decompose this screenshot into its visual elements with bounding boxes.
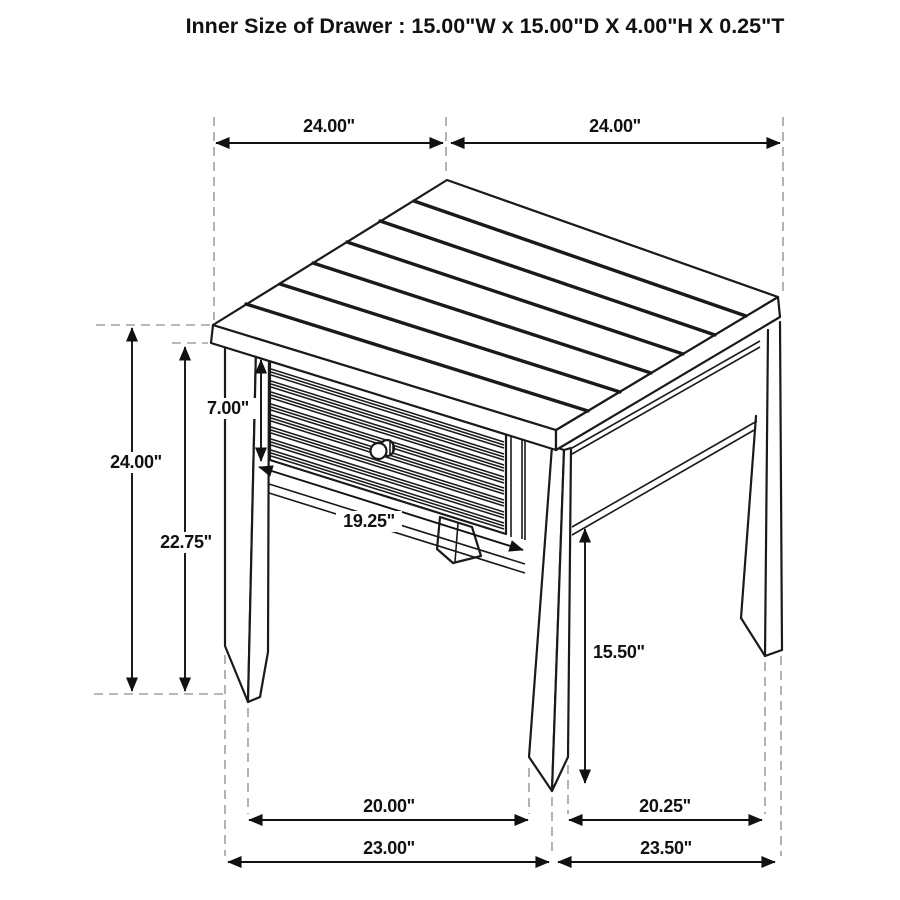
label-front-leg-span-inner: 20.00" (363, 796, 415, 816)
label-front-leg-span-outer: 23.00" (363, 838, 415, 858)
label-overall-height: 24.00" (110, 452, 162, 472)
label-side-leg-span-inner: 20.25" (639, 796, 691, 816)
front-right-leg (529, 446, 571, 791)
diagram-title: Inner Size of Drawer : 15.00"W x 15.00"D X 4.00"H X 0.25"T (185, 14, 785, 38)
corner-stile (522, 437, 525, 540)
label-side-leg-span-outer: 23.50" (640, 838, 692, 858)
label-top-width-left: 24.00" (303, 116, 355, 136)
back-right-leg (741, 322, 782, 656)
label-top-width-right: 24.00" (589, 116, 641, 136)
label-drawer-front-height: 7.00" (206, 398, 250, 418)
label-drawer-front-width: 19.25" (343, 511, 395, 531)
label-leg-clearance-height: 15.50" (593, 642, 645, 662)
front-left-leg (225, 343, 269, 702)
label-apron-bottom-height: 22.75" (160, 532, 212, 552)
